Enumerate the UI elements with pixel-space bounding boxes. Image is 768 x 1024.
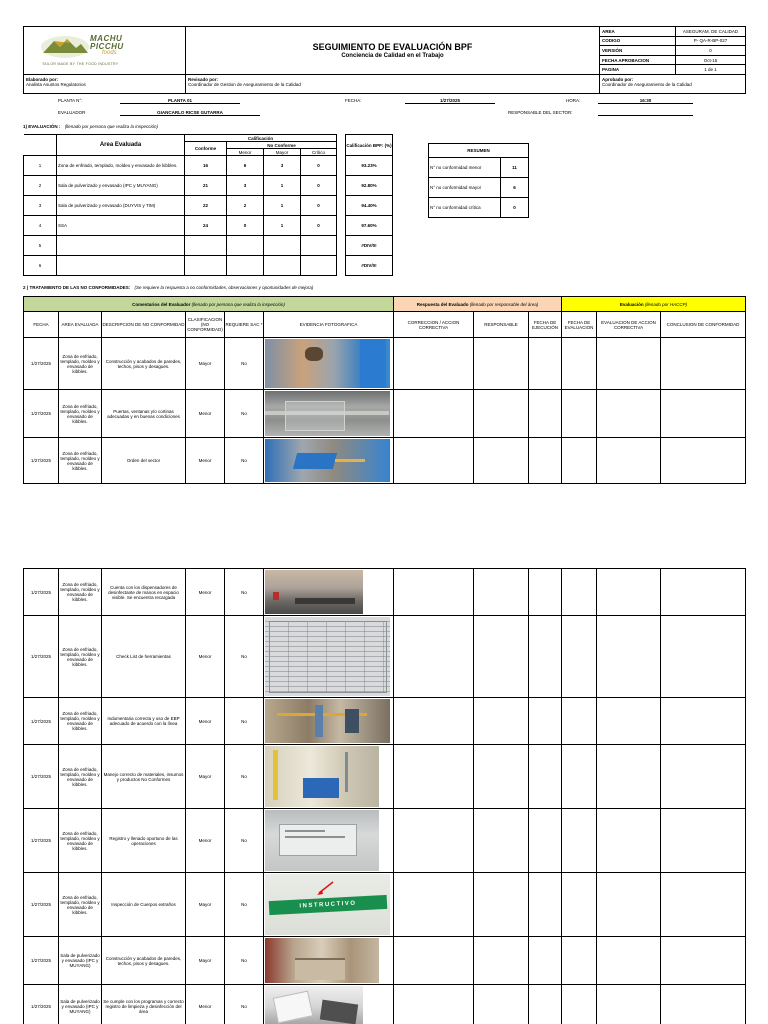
col-area-header: AREA EVALUADA <box>59 312 102 338</box>
nc-fecha-evaluacion[interactable] <box>562 390 597 438</box>
evidence-photo <box>265 699 390 743</box>
evidence-photo <box>265 617 390 696</box>
resumen-value: 0 <box>501 198 529 218</box>
eval-row-mayor[interactable]: 1 <box>264 216 301 236</box>
evidence-photo <box>265 938 379 983</box>
nc-sac: No <box>225 569 264 616</box>
eval-row-mayor[interactable] <box>264 256 301 276</box>
meta-value: Oct-15 <box>676 55 746 65</box>
nc-table-page1 <box>23 296 746 484</box>
nc-fecha-ejecucion[interactable] <box>529 616 562 698</box>
nc-area: Zona de enfriado, templado, moldeo y envasado de kibbles. <box>59 338 102 390</box>
planta-label: PLANTA N°: <box>58 98 83 103</box>
nc-fecha-evaluacion[interactable] <box>562 616 597 698</box>
nc-row <box>24 438 746 484</box>
evaluation-table <box>23 134 337 276</box>
nc-fecha-evaluacion[interactable] <box>562 873 597 937</box>
group-evaluacion-header: Evaluación (llenado por HACCP) <box>562 297 746 312</box>
nc-correccion[interactable] <box>394 569 474 616</box>
bpf-score: 92.80% <box>346 176 393 196</box>
col-conforme-header: Conforme <box>185 142 227 156</box>
evidence-photo <box>265 746 379 807</box>
nc-fecha-ejecucion[interactable] <box>529 873 562 937</box>
nc-photo-cell <box>264 390 394 438</box>
eval-row-critico[interactable]: 0 <box>301 176 337 196</box>
eval-row-critico[interactable] <box>301 236 337 256</box>
nc-clasificacion: Menor <box>186 809 225 873</box>
elaborado-cell <box>24 75 186 94</box>
nc-descripcion: Construcción y acabados de paredes, techos, pisos y desagues. <box>102 937 186 985</box>
nc-conclusion[interactable] <box>661 809 746 873</box>
col-area-header: Area Evaluada <box>57 135 185 156</box>
nc-responsable[interactable] <box>474 745 529 809</box>
eval-row-conforme[interactable]: 16 <box>185 156 227 176</box>
nc-evaluacion-accion[interactable] <box>597 616 661 698</box>
group-evaluador-header: Comentarios del Evaluador (llenado por persona que realiza la inspección) <box>24 297 394 312</box>
document-title: SEGUIMIENTO DE EVALUACIÓN BPF <box>312 41 473 52</box>
hora-value[interactable]: 16:30 <box>598 98 693 104</box>
nc-sac: No <box>225 873 264 937</box>
eval-row-area[interactable] <box>57 236 185 256</box>
col-fecha-evaluacion-header: FECHA DE EVALUACION <box>562 312 597 338</box>
col-noconforme-header: No Conforme <box>227 142 337 149</box>
red-arrow-icon <box>315 880 335 896</box>
nc-fecha: 1/27/2025 <box>24 985 59 1024</box>
nc-row <box>24 745 746 809</box>
nc-conclusion[interactable] <box>661 390 746 438</box>
nc-responsable[interactable] <box>474 390 529 438</box>
nc-evaluacion-accion[interactable] <box>597 985 661 1024</box>
eval-row-mayor[interactable]: 1 <box>264 176 301 196</box>
nc-clasificacion: Menor <box>186 985 225 1024</box>
evidence-photo <box>265 391 390 436</box>
eval-row-conforme[interactable]: 22 <box>185 196 227 216</box>
nc-fecha-ejecucion[interactable] <box>529 438 562 484</box>
logo-cell <box>24 27 186 75</box>
meta-value: 0 <box>676 46 746 56</box>
nc-sac: No <box>225 985 264 1024</box>
nc-evaluacion-accion[interactable] <box>597 937 661 985</box>
section2-title-text: 2 ) TRATAMIENTO DE LAS NO CONFORMIDADES: <box>23 285 131 290</box>
bpf-score: 93.23% <box>346 156 393 176</box>
eval-row-number: 4 <box>24 216 57 236</box>
logo-tagline: TAILOR MADE BY THE FOOD INDUSTRY <box>42 62 119 66</box>
nc-sac: No <box>225 745 264 809</box>
col-descripcion-header: DESCRIPCION DE NO CONFORMIDAD <box>102 312 186 338</box>
eval-row <box>24 236 337 256</box>
nc-descripcion: Cuenta con los dispensadores de desinfectante de manos en espacio visible. Se encuentra recargada <box>102 569 186 616</box>
eval-row-area[interactable]: Zona de enfriado, templado, moldeo y envasado de kibbles. <box>57 156 185 176</box>
document-subtitle: Conciencia de Calidad en el Trabajo <box>341 52 444 59</box>
eval-row-number: 3 <box>24 196 57 216</box>
fecha-value[interactable]: 1/27/2025 <box>405 98 495 104</box>
resumen-value: 11 <box>501 158 529 178</box>
bpf-score: 94.40% <box>346 196 393 216</box>
nc-descripcion: Indumentaria correcta y uso de EBP adecuado de acuerdo con la línea <box>102 698 186 745</box>
nc-conclusion[interactable] <box>661 616 746 698</box>
section1-title-text: 1) EVALUACIÓN : <box>23 124 61 129</box>
nc-correccion[interactable] <box>394 338 474 390</box>
resumen-label: N° no conformidad menor <box>429 158 501 178</box>
nc-photo-cell <box>264 809 394 873</box>
nc-conclusion[interactable] <box>661 745 746 809</box>
nc-photo-cell <box>264 569 394 616</box>
nc-fecha-evaluacion[interactable] <box>562 937 597 985</box>
meta-label: CODIGO <box>600 36 676 46</box>
nc-evaluacion-accion[interactable] <box>597 390 661 438</box>
nc-area: Zona de enfriado, templado, moldeo y envasado de kibbles. <box>59 438 102 484</box>
nc-correccion[interactable] <box>394 937 474 985</box>
nc-responsable[interactable] <box>474 937 529 985</box>
nc-evaluacion-accion[interactable] <box>597 698 661 745</box>
nc-responsable[interactable] <box>474 616 529 698</box>
hora-label: HORA: <box>566 98 581 103</box>
nc-sac: No <box>225 338 264 390</box>
nc-conclusion[interactable] <box>661 985 746 1024</box>
eval-row-mayor[interactable] <box>264 236 301 256</box>
nc-photo-cell <box>264 873 394 937</box>
nc-conclusion[interactable] <box>661 698 746 745</box>
aprobado-cell <box>600 75 746 94</box>
eval-row-conforme[interactable] <box>185 256 227 276</box>
nc-fecha: 1/27/2025 <box>24 873 59 937</box>
mountain-logo-icon <box>40 35 90 59</box>
nc-evaluacion-accion[interactable] <box>597 873 661 937</box>
eval-row-menor[interactable] <box>227 236 264 256</box>
nc-correccion[interactable] <box>394 438 474 484</box>
resumen-title: RESUMEN <box>429 144 529 158</box>
nc-fecha: 1/27/2025 <box>24 390 59 438</box>
col-responsable-header: RESPONSABLE <box>474 312 529 338</box>
nc-descripcion: Inspección de Cuerpos extraños <box>102 873 186 937</box>
nc-correccion[interactable] <box>394 698 474 745</box>
eval-row-menor[interactable] <box>227 256 264 276</box>
nc-fecha-ejecucion[interactable] <box>529 745 562 809</box>
nc-clasificacion: Menor <box>186 616 225 698</box>
nc-row <box>24 390 746 438</box>
eval-row-area[interactable]: Sala de pulverizado y envasado (IPC y MUYANG) <box>57 176 185 196</box>
nc-fecha-ejecucion[interactable] <box>529 937 562 985</box>
nc-row <box>24 937 746 985</box>
nc-fecha-evaluacion[interactable] <box>562 745 597 809</box>
resumen-table <box>428 143 529 218</box>
meta-value: 1 de 1 <box>676 65 746 75</box>
nc-fecha: 1/27/2025 <box>24 698 59 745</box>
nc-fecha-ejecucion[interactable] <box>529 390 562 438</box>
nc-area: Zona de enfriado, templado, moldeo y envasado de kibbles. <box>59 616 102 698</box>
eval-row-critico[interactable]: 0 <box>301 196 337 216</box>
nc-row <box>24 616 746 698</box>
responsable-value[interactable] <box>598 110 693 116</box>
nc-sac: No <box>225 698 264 745</box>
eval-row-conforme[interactable]: 21 <box>185 176 227 196</box>
evidence-photo <box>265 986 363 1024</box>
eval-row-critico[interactable]: 0 <box>301 156 337 176</box>
revisado-value: Coordinador de Gestion de Aseguramiento de la Calidad <box>188 82 301 87</box>
nc-fecha-evaluacion[interactable] <box>562 438 597 484</box>
nc-correccion[interactable] <box>394 985 474 1024</box>
meta-label: VERSIÓN <box>600 46 676 56</box>
responsable-label: RESPONSABLE DEL SECTOR: <box>508 110 573 115</box>
eval-row-mayor[interactable]: 1 <box>264 196 301 216</box>
elaborado-label: Elaborado por: <box>26 77 59 82</box>
nc-fecha: 1/27/2025 <box>24 616 59 698</box>
nc-photo-cell <box>264 338 394 390</box>
nc-conclusion[interactable] <box>661 569 746 616</box>
nc-correccion[interactable] <box>394 873 474 937</box>
bpf-score: #DIV/0! <box>346 236 393 256</box>
nc-row <box>24 569 746 616</box>
eval-row-number: 5 <box>24 236 57 256</box>
eval-row <box>24 256 337 276</box>
elaborado-value: Analista Asuntos Regulatorios <box>26 82 86 87</box>
nc-conclusion[interactable] <box>661 438 746 484</box>
logo-text-picchu: PICCHU <box>90 42 124 51</box>
nc-evaluacion-accion[interactable] <box>597 809 661 873</box>
nc-sac: No <box>225 616 264 698</box>
nc-area: Zona de enfriado, templado, moldeo y envasado de kibbles. <box>59 390 102 438</box>
col-fecha-header: FECHA <box>24 312 59 338</box>
eval-row-menor[interactable]: 3 <box>227 176 264 196</box>
col-menor-header: Menor <box>227 149 264 156</box>
eval-row-number: 2 <box>24 176 57 196</box>
eval-row-conforme[interactable] <box>185 236 227 256</box>
nc-sac: No <box>225 809 264 873</box>
meta-value: P- QA-R-BP-027 <box>676 36 746 46</box>
bpf-score: 97.60% <box>346 216 393 236</box>
nc-correccion[interactable] <box>394 616 474 698</box>
nc-evaluacion-accion[interactable] <box>597 569 661 616</box>
aprobado-label: Aprobado por: <box>602 77 634 82</box>
nc-clasificacion: Mayor <box>186 338 225 390</box>
nc-fecha: 1/27/2025 <box>24 569 59 616</box>
nc-fecha-ejecucion[interactable] <box>529 985 562 1024</box>
evidence-photo <box>265 439 390 482</box>
nc-row <box>24 809 746 873</box>
nc-photo-cell <box>264 438 394 484</box>
nc-clasificacion: Menor <box>186 569 225 616</box>
nc-fecha: 1/27/2025 <box>24 438 59 484</box>
logo-text-machu: MACHU <box>90 34 123 43</box>
fecha-label: FECHA: <box>345 98 362 103</box>
nc-evaluacion-accion[interactable] <box>597 338 661 390</box>
planta-value[interactable]: PLANTA 01 <box>120 98 240 104</box>
nc-fecha: 1/27/2025 <box>24 745 59 809</box>
nc-fecha: 1/27/2025 <box>24 338 59 390</box>
signature-table <box>23 74 746 94</box>
eval-row-area[interactable]: Sala de pulverizado y envasado (DUYVIS y TIM) <box>57 196 185 216</box>
evidence-photo <box>265 810 379 871</box>
nc-area: Zona de enfriado, templado, moldeo y envasado de kibbles. <box>59 809 102 873</box>
nc-descripcion: Puertas, ventanas y/o cortinas adecuadas y en buenas condiciones <box>102 390 186 438</box>
revisado-label: Revisado por: <box>188 77 219 82</box>
nc-correccion[interactable] <box>394 745 474 809</box>
nc-fecha-ejecucion[interactable] <box>529 569 562 616</box>
nc-descripcion: Construcción y acabados de paredes, techos, pisos y desagues. <box>102 338 186 390</box>
nc-fecha-evaluacion[interactable] <box>562 569 597 616</box>
section2-note: (Se requiere la respuesta a no conformidades, observaciones y oportunidades de mejora) <box>134 285 314 290</box>
nc-photo-cell <box>264 745 394 809</box>
eval-row-menor[interactable]: 6 <box>227 156 264 176</box>
eval-row-area[interactable]: SSA <box>57 216 185 236</box>
nc-clasificacion: Menor <box>186 390 225 438</box>
evidence-photo <box>265 874 390 935</box>
nc-descripcion: Check List de herramientas <box>102 616 186 698</box>
eval-row-number: 1 <box>24 156 57 176</box>
evidence-photo <box>265 570 363 614</box>
eval-row-conforme[interactable]: 24 <box>185 216 227 236</box>
eval-row-area[interactable] <box>57 256 185 276</box>
section1-title <box>23 124 158 129</box>
nc-fecha: 1/27/2025 <box>24 937 59 985</box>
meta-label: AREA <box>600 27 676 37</box>
resumen-label: N° no conformidad crítica <box>429 198 501 218</box>
nc-table-page2 <box>23 568 746 1024</box>
nc-fecha-evaluacion[interactable] <box>562 809 597 873</box>
resumen-value: 6 <box>501 178 529 198</box>
nc-sac: No <box>225 438 264 484</box>
nc-evaluacion-accion[interactable] <box>597 438 661 484</box>
nc-responsable[interactable] <box>474 338 529 390</box>
nc-responsable[interactable] <box>474 569 529 616</box>
nc-descripcion: Registro y llenado oportuno de las operaciones <box>102 809 186 873</box>
nc-area: Zona de enfriado, templado, moldeo y envasado de kibbles. <box>59 698 102 745</box>
col-evidencia-header: EVIDENCIA FOTOGRAFICA <box>264 312 394 338</box>
eval-row-menor[interactable]: 0 <box>227 216 264 236</box>
col-calificacion-header: Calificación <box>185 135 337 142</box>
col-bpf-header: Calificación BPF: (%) <box>346 135 393 156</box>
revisado-cell <box>186 75 600 94</box>
bpf-score: #DIV/0! <box>346 256 393 276</box>
col-conclusion-header: CONCLUSION DE CONFORMIDAD <box>661 312 746 338</box>
eval-row-mayor[interactable]: 3 <box>264 156 301 176</box>
nc-photo-cell <box>264 616 394 698</box>
nc-correccion[interactable] <box>394 390 474 438</box>
meta-value: ASEGURAM. DE CALIDAD <box>676 27 746 37</box>
nc-responsable[interactable] <box>474 873 529 937</box>
aprobado-value: Coordinador de Aseguramiento de la Calidad <box>602 82 692 87</box>
nc-photo-cell <box>264 937 394 985</box>
nc-clasificacion: Mayor <box>186 937 225 985</box>
eval-row <box>24 196 337 216</box>
section2-title <box>23 285 313 290</box>
nc-row <box>24 985 746 1024</box>
nc-photo-cell <box>264 698 394 745</box>
meta-label: FECHA APROBACION <box>600 55 676 65</box>
evaluador-label: EVALUADOR <box>58 110 86 115</box>
nc-conclusion[interactable] <box>661 937 746 985</box>
col-fecha-ejecucion-header: FECHA DE EJECUCIÓN <box>529 312 562 338</box>
nc-responsable[interactable] <box>474 438 529 484</box>
col-mayor-header: Mayor <box>264 149 301 156</box>
nc-responsable[interactable] <box>474 698 529 745</box>
group-evaluado-header: Respuesta del Evaluado (llenado por responsable del área) <box>394 297 562 312</box>
nc-area: Zona de enfriado, templado, moldeo y envasado de kibbles. <box>59 745 102 809</box>
title-cell <box>186 27 600 75</box>
nc-sac: No <box>225 937 264 985</box>
evaluador-value[interactable]: GIANCARLO RICSE GUTARRA <box>120 110 260 116</box>
col-correccion-header: CORRECCION / ACCION CORRECTIVA <box>394 312 474 338</box>
nc-responsable[interactable] <box>474 809 529 873</box>
eval-row <box>24 156 337 176</box>
nc-fecha-ejecucion[interactable] <box>529 338 562 390</box>
nc-conclusion[interactable] <box>661 338 746 390</box>
nc-clasificacion: Mayor <box>186 873 225 937</box>
nc-photo-cell <box>264 985 394 1024</box>
nc-area: Sala de pulverizado y envasado (IPC y MUYANG) <box>59 937 102 985</box>
section1-note: (llenado por persona que realiza la inspección) <box>64 124 158 129</box>
nc-descripcion: Se cumple con los programas y correcto registro de limpieza y desinfección del área <box>102 985 186 1024</box>
col-sac-header: REQUIERE SAC * <box>225 312 264 338</box>
col-clasificacion-header: CLASIFICACION (NO CONFORMIDAD) <box>186 312 225 338</box>
col-evaluacion-accion-header: EVALUACION DE ACCION CORRECTIVA <box>597 312 661 338</box>
nc-conclusion[interactable] <box>661 873 746 937</box>
nc-clasificacion: Mayor <box>186 745 225 809</box>
resumen-label: N° no conformidad mayor <box>429 178 501 198</box>
eval-row <box>24 176 337 196</box>
nc-clasificacion: Menor <box>186 698 225 745</box>
eval-row <box>24 216 337 236</box>
nc-fecha-evaluacion[interactable] <box>562 985 597 1024</box>
nc-row <box>24 338 746 390</box>
eval-row-menor[interactable]: 2 <box>227 196 264 216</box>
nc-fecha-ejecucion[interactable] <box>529 698 562 745</box>
nc-area: Zona de enfriado, templado, moldeo y envasado de kibbles. <box>59 873 102 937</box>
bpf-score-table <box>345 134 393 276</box>
header-table <box>23 26 746 75</box>
nc-descripcion: Orden del sector <box>102 438 186 484</box>
nc-row <box>24 873 746 937</box>
nc-area: Sala de pulverizado y envasado (IPC y MUYANG) <box>59 985 102 1024</box>
eval-row-critico[interactable] <box>301 256 337 276</box>
nc-fecha-evaluacion[interactable] <box>562 698 597 745</box>
nc-row <box>24 698 746 745</box>
nc-descripcion: Manejo correcto de materiales, insumos y productos No Conformes <box>102 745 186 809</box>
nc-clasificacion: Menor <box>186 438 225 484</box>
nc-fecha-ejecucion[interactable] <box>529 809 562 873</box>
meta-label: PAGINA <box>600 65 676 75</box>
eval-row-critico[interactable]: 0 <box>301 216 337 236</box>
instructivo-sign: INSTRUCTIVO <box>269 895 388 915</box>
evidence-photo <box>265 339 390 388</box>
nc-sac: No <box>225 390 264 438</box>
nc-responsable[interactable] <box>474 985 529 1024</box>
nc-correccion[interactable] <box>394 809 474 873</box>
nc-evaluacion-accion[interactable] <box>597 745 661 809</box>
nc-fecha: 1/27/2025 <box>24 809 59 873</box>
nc-area: Zona de enfriado, templado, moldeo y envasado de kibbles. <box>59 569 102 616</box>
nc-fecha-evaluacion[interactable] <box>562 338 597 390</box>
logo-text-foods: foods <box>102 50 117 56</box>
eval-row-number: 6 <box>24 256 57 276</box>
col-critico-header: Crítico <box>301 149 337 156</box>
